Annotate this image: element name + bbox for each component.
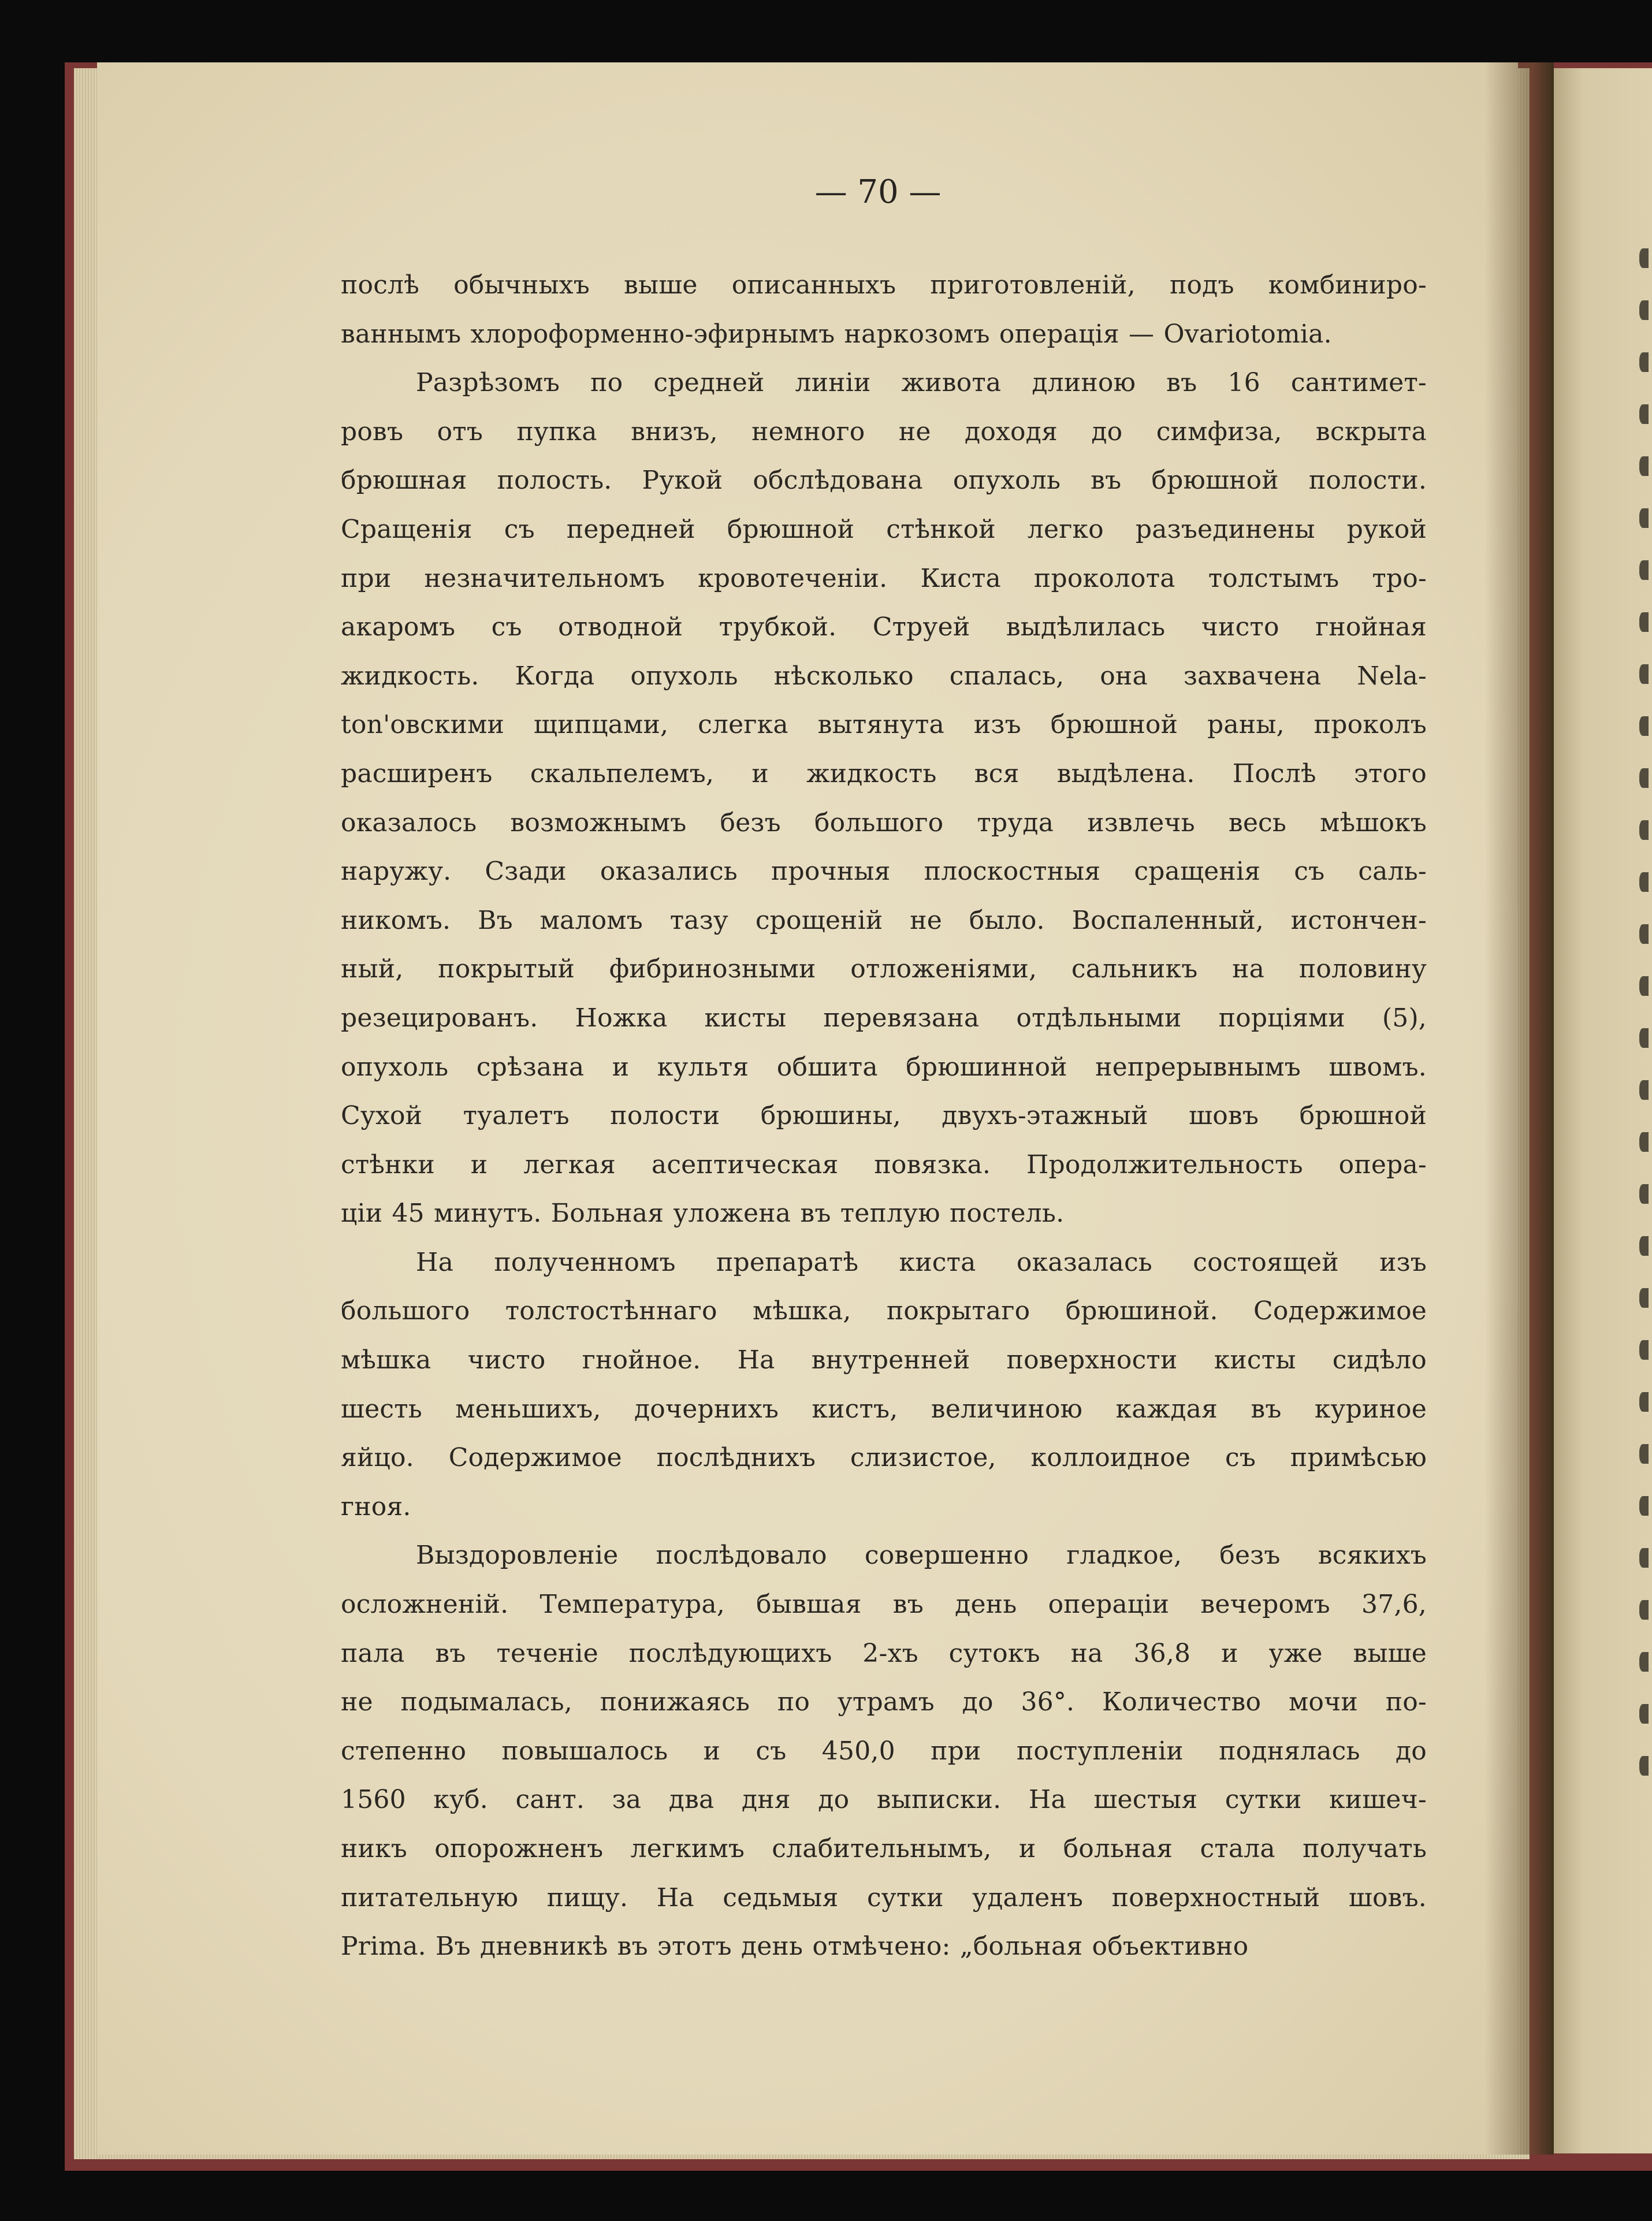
text-line: ваннымъ хлороформенно-эфирнымъ наркозомъ операція — Ovariotomia.	[341, 319, 1332, 349]
paragraph	[341, 1238, 1427, 1532]
text-line: Prima. Въ дневникѣ въ этотъ день отмѣчено: „больная объективно	[341, 1932, 1249, 1962]
book-gutter-shadow	[1484, 62, 1554, 2155]
text-line: не подымалась, понижаясь по утрамъ до 36°. Количество мочи по-	[341, 1687, 1427, 1717]
text-line: акаромъ съ отводной трубкой. Струей выдѣлилась чисто гнойная	[341, 612, 1427, 642]
facing-page-glyph-fragment	[1639, 1548, 1649, 1568]
text-line: наружу. Сзади оказались прочныя плоскостныя сращенія съ саль-	[341, 857, 1427, 887]
facing-page-glyph-fragment	[1639, 768, 1649, 788]
text-line: пала въ теченіе послѣдующихъ 2-хъ сутокъ на 36,8 и уже выше	[341, 1638, 1427, 1668]
text-line: 1560 куб. сант. за два дня до выписки. На шестыя сутки кишеч-	[341, 1785, 1427, 1815]
text-line: шесть меньшихъ, дочернихъ кистъ, величиною каждая въ куриное	[341, 1394, 1427, 1424]
text-line: питательную пищу. На седьмыя сутки удаленъ поверхностный шовъ.	[341, 1883, 1427, 1913]
facing-page-glyph-fragment	[1639, 508, 1649, 528]
paragraph	[341, 1531, 1427, 1971]
facing-page-glyph-fragment	[1639, 1184, 1649, 1204]
facing-page-glyph-fragment	[1639, 560, 1649, 580]
text-line: ровъ отъ пупка внизъ, немного не доходя до симфиза, вскрыта	[341, 416, 1427, 447]
facing-page-glyph-fragment	[1639, 1392, 1649, 1412]
facing-page-glyph-fragment	[1639, 352, 1649, 372]
facing-page-glyph-fragment	[1639, 924, 1649, 944]
facing-page-edge	[1554, 68, 1652, 2153]
facing-page-glyph-fragment	[1639, 1288, 1649, 1308]
facing-page-glyph-fragment	[1639, 1236, 1649, 1256]
text-line: степенно повышалось и съ 450,0 при поступленіи поднялась до	[341, 1736, 1427, 1766]
page-body-text	[341, 261, 1427, 1971]
facing-page-glyph-fragment	[1639, 1652, 1649, 1672]
text-line: послѣ обычныхъ выше описанныхъ приготовленій, подъ комбиниро-	[341, 270, 1427, 300]
text-line: жидкость. Когда опухоль нѣсколько спалась, она захвачена Nela-	[341, 661, 1427, 691]
text-line: брюшная полость. Рукой обслѣдована опухоль въ брюшной полости.	[341, 466, 1427, 496]
text-line: большого толстостѣннаго мѣшка, покрытаго брюшиной. Содержимое	[341, 1296, 1427, 1326]
page-number: — 70 —	[814, 173, 942, 211]
text-line: расширенъ скальпелемъ, и жидкость вся выдѣлена. Послѣ этого	[341, 758, 1427, 788]
facing-page-glyph-fragment	[1639, 612, 1649, 632]
text-line: при незначительномъ кровотеченіи. Киста проколота толстымъ тро-	[341, 563, 1427, 593]
facing-page-glyph-fragment	[1639, 248, 1649, 268]
text-line: никъ опорожненъ легкимъ слабительнымъ, и больная стала получать	[341, 1834, 1427, 1863]
facing-page-glyph-fragment	[1639, 820, 1649, 840]
facing-page-glyph-fragment	[1639, 1444, 1649, 1464]
facing-page-glyph-fragment	[1639, 1704, 1649, 1724]
facing-page-glyph-fragment	[1639, 1028, 1649, 1048]
paragraph	[341, 261, 1427, 359]
paragraph	[341, 359, 1427, 1238]
facing-page-glyph-fragment	[1639, 1080, 1649, 1100]
facing-page-glyph-fragment	[1639, 404, 1649, 424]
text-line: яйцо. Содержимое послѣднихъ слизистое, коллоидное съ примѣсью	[341, 1443, 1427, 1473]
facing-page-glyph-fragment	[1639, 872, 1649, 892]
text-line: гноя.	[341, 1491, 411, 1521]
text-line: оказалось возможнымъ безъ большого труда извлечь весь мѣшокъ	[341, 808, 1427, 838]
text-line: опухоль срѣзана и культя обшита брюшинной непрерывнымъ швомъ.	[341, 1052, 1427, 1082]
facing-page-glyph-fragment	[1639, 716, 1649, 736]
text-line: мѣшка чисто гнойное. На внутренней поверхности кисты сидѣло	[341, 1345, 1427, 1375]
text-line: Выздоровленіе послѣдовало совершенно гладкое, безъ всякихъ	[416, 1541, 1427, 1571]
text-line: осложненій. Температура, бывшая въ день операціи вечеромъ 37,6,	[341, 1590, 1427, 1620]
facing-page-glyph-fragment	[1639, 1600, 1649, 1620]
facing-page-glyph-fragment	[1639, 976, 1649, 996]
facing-page-glyph-fragment	[1639, 300, 1649, 320]
text-line: никомъ. Въ маломъ тазу срощеній не было. Воспаленный, истончен-	[341, 905, 1427, 935]
text-line: На полученномъ препаратѣ киста оказалась состоящей изъ	[416, 1247, 1427, 1277]
facing-page-text-fragments	[1639, 248, 1652, 1924]
text-line: ціи 45 минутъ. Больная уложена въ теплую постель.	[341, 1199, 1065, 1229]
facing-page-glyph-fragment	[1639, 1756, 1649, 1776]
text-line: Сращенія съ передней брюшной стѣнкой легко разъединены рукой	[341, 514, 1427, 544]
text-line: Сухой туалетъ полости брюшины, двухъ-этажный шовъ брюшной	[341, 1101, 1427, 1131]
facing-page-glyph-fragment	[1639, 1496, 1649, 1516]
facing-page-glyph-fragment	[1639, 1132, 1649, 1152]
text-line: ton'овскими щипцами, слегка вытянута изъ брюшной раны, проколъ	[341, 710, 1427, 740]
text-line: резецированъ. Ножка кисты перевязана отдѣльными порціями (5),	[341, 1003, 1427, 1033]
facing-page-glyph-fragment	[1639, 1340, 1649, 1360]
text-line: Разрѣзомъ по средней линіи живота длиною въ 16 сантимет-	[416, 368, 1427, 398]
facing-page-glyph-fragment	[1639, 664, 1649, 684]
text-line: стѣнки и легкая асептическая повязка. Продолжительность опера-	[341, 1149, 1427, 1180]
facing-page-glyph-fragment	[1639, 456, 1649, 476]
text-line: ный, покрытый фибринозными отложеніями, сальникъ на половину	[341, 954, 1427, 984]
